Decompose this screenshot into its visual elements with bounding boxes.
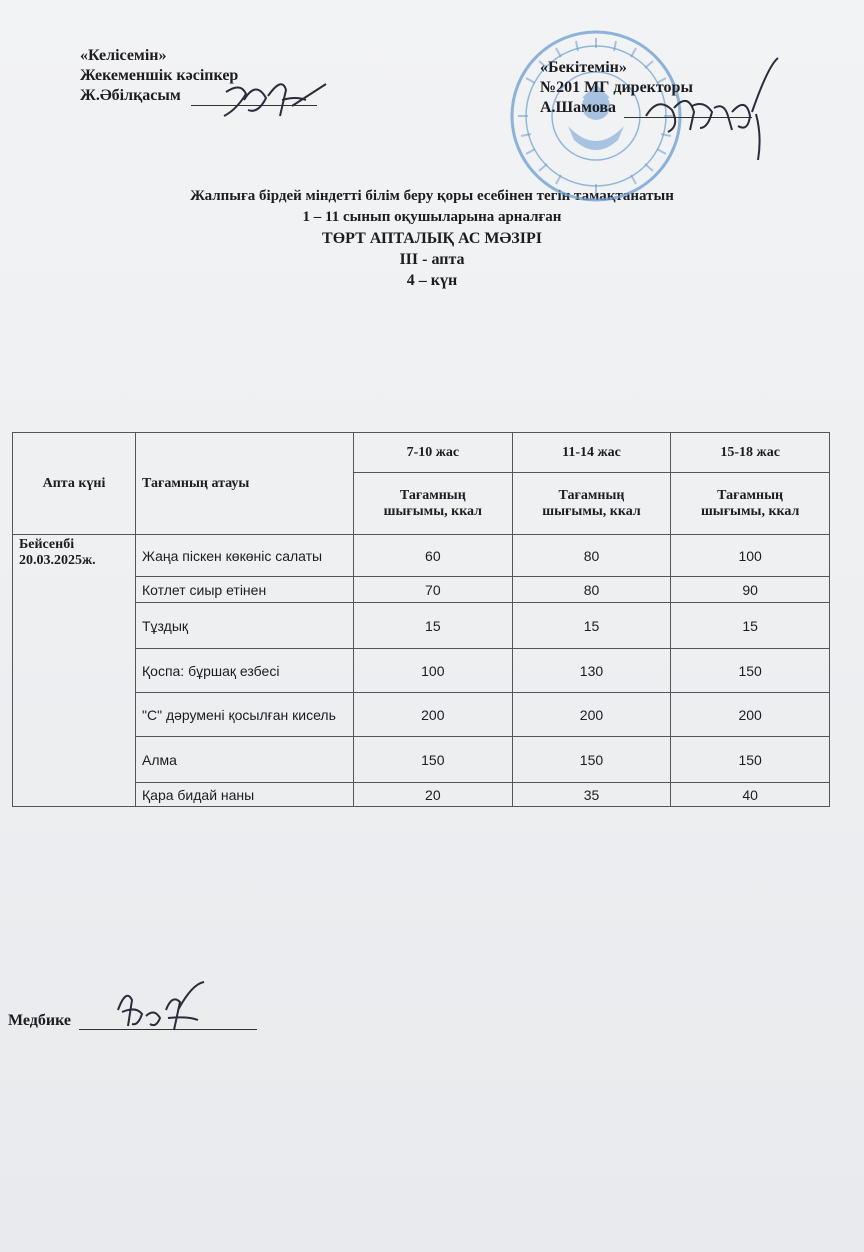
dish-name: Тұздық <box>136 603 354 649</box>
dish-name: Жаңа піскен көкөніс салаты <box>136 535 354 577</box>
dish-name: Қара бидай наны <box>136 783 354 807</box>
day-date: 20.03.2025ж. <box>19 553 96 568</box>
heading-line2: 1 – 11 сынып оқушыларына арналған <box>302 209 562 225</box>
agreed-line1: Жекеменшік кәсіпкер <box>80 67 239 84</box>
heading-line1: Жалпыға бірдей міндетті білім беру қоры есебінен тегін тамақтанатын <box>190 188 674 204</box>
approved-name: А.Шамова <box>540 99 617 116</box>
kcal-value: 150 <box>671 737 830 783</box>
kcal-value: 150 <box>512 737 671 783</box>
heading-day: 4 – күн <box>406 272 458 289</box>
table-row <box>13 535 830 577</box>
agreed-signature <box>196 70 336 130</box>
kcal-value: 60 <box>354 535 513 577</box>
approved-title: «Бекітемін» <box>540 59 627 76</box>
kcal-value: 90 <box>671 577 830 603</box>
kcal-value: 15 <box>512 603 671 649</box>
kcal-value: 80 <box>512 535 671 577</box>
agreed-name: Ж.Әбілқасым <box>80 87 181 104</box>
col-header-day: Апта күні <box>13 433 136 535</box>
table-row <box>13 603 830 649</box>
approved-signature <box>628 56 788 166</box>
kcal-value: 130 <box>512 649 671 693</box>
table-row <box>13 693 830 737</box>
kcal-value: 15 <box>354 603 513 649</box>
kcal-value: 15 <box>671 603 830 649</box>
menu-table <box>12 432 830 807</box>
approved-line1: №201 МГ директоры <box>540 79 693 96</box>
output-header-1: Тағамның шығымы, ккал <box>354 473 513 535</box>
table-row <box>13 577 830 603</box>
kcal-value: 200 <box>671 693 830 737</box>
table-row <box>13 783 830 807</box>
dish-name: Котлет сиыр етінен <box>136 577 354 603</box>
kcal-value: 35 <box>512 783 671 807</box>
kcal-value: 200 <box>512 693 671 737</box>
kcal-value: 100 <box>671 535 830 577</box>
nurse-signature <box>108 980 218 1040</box>
kcal-value: 20 <box>354 783 513 807</box>
kcal-value: 70 <box>354 577 513 603</box>
col-header-dish: Тағамның атауы <box>136 433 354 535</box>
kcal-value: 80 <box>512 577 671 603</box>
heading-title: ТӨРТ АПТАЛЫҚ АС МӘЗІРІ <box>322 230 542 247</box>
heading-week: ІІІ - апта <box>399 251 465 268</box>
day-name: Бейсенбі <box>19 537 75 552</box>
col-header-age-2: 11-14 жас <box>512 433 671 473</box>
kcal-value: 150 <box>354 737 513 783</box>
dish-name: Қоспа: бұршақ езбесі <box>136 649 354 693</box>
kcal-value: 200 <box>354 693 513 737</box>
output-header-3: Тағамның шығымы, ккал <box>671 473 830 535</box>
dish-name: Алма <box>136 737 354 783</box>
kcal-value: 100 <box>354 649 513 693</box>
nurse-label: Медбике <box>8 1012 72 1029</box>
table-row <box>13 737 830 783</box>
document-heading <box>0 186 864 291</box>
output-header-2: Тағамның шығымы, ккал <box>512 473 671 535</box>
agreed-title: «Келісемін» <box>80 47 167 64</box>
day-cell <box>13 535 136 807</box>
dish-name: "С" дәрумені қосылған кисель <box>136 693 354 737</box>
col-header-age-3: 15-18 жас <box>671 433 830 473</box>
col-header-age-1: 7-10 жас <box>354 433 513 473</box>
kcal-value: 150 <box>671 649 830 693</box>
kcal-value: 40 <box>671 783 830 807</box>
table-row <box>13 649 830 693</box>
